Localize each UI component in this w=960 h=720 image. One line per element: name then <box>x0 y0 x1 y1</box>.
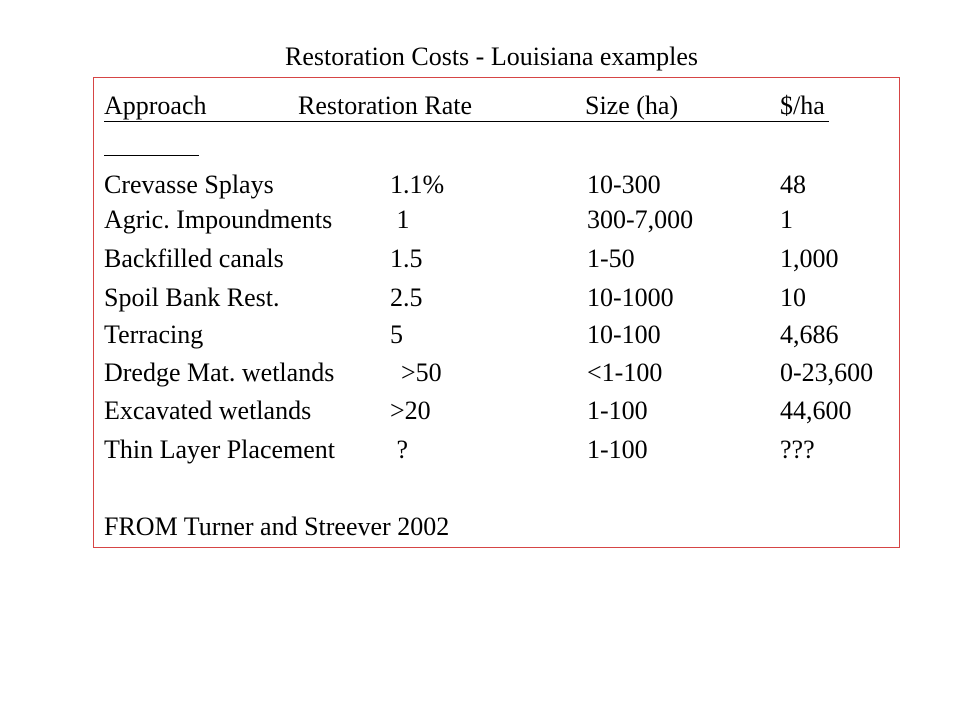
row-1-size: 10-300 <box>587 170 661 199</box>
header-rule <box>104 155 199 156</box>
row-3-rate: 1.5 <box>390 244 423 273</box>
header-cost-per-ha: $/ha <box>780 91 825 120</box>
row-7-cost: 44,600 <box>780 396 852 425</box>
row-6-rate: >50 <box>401 358 442 387</box>
source-citation: FROM Turner and Streever 2002 <box>104 512 450 541</box>
row-1-cost: 48 <box>780 170 806 199</box>
row-2-rate: 1 <box>390 205 410 234</box>
row-2-cost: 1 <box>780 205 793 234</box>
row-1-rate: 1.1% <box>390 170 445 199</box>
row-6-cost: 0-23,600 <box>780 358 874 387</box>
row-2-size: 300-7,000 <box>587 205 694 234</box>
row-8-cost: ??? <box>780 435 815 464</box>
row-4-approach: Spoil Bank Rest. <box>104 283 280 312</box>
row-6-size: <1-100 <box>587 358 663 387</box>
row-7-rate: >20 <box>390 396 431 425</box>
row-5-cost: 4,686 <box>780 320 839 349</box>
row-4-size: 10-1000 <box>587 283 674 312</box>
row-5-rate: 5 <box>390 320 403 349</box>
row-5-size: 10-100 <box>587 320 661 349</box>
row-5-approach: Terracing <box>104 320 204 349</box>
row-2-approach: Agric. Impoundments <box>104 205 333 234</box>
row-3-approach: Backfilled canals <box>104 244 284 273</box>
row-8-size: 1-100 <box>587 435 648 464</box>
header-approach: Approach <box>104 91 207 120</box>
row-8-rate: ? <box>390 435 409 464</box>
row-6-approach: Dredge Mat. wetlands <box>104 358 335 387</box>
row-8-approach: Thin Layer Placement <box>104 435 336 464</box>
header-size: Size (ha) <box>585 91 679 120</box>
row-4-cost: 10 <box>780 283 806 312</box>
row-7-size: 1-100 <box>587 396 648 425</box>
row-1-approach: Crevasse Splays <box>104 170 274 199</box>
row-4-rate: 2.5 <box>390 283 423 312</box>
slide-title: Restoration Costs - Louisiana examples <box>285 42 699 71</box>
row-7-approach: Excavated wetlands <box>104 396 312 425</box>
header-underline <box>104 121 829 122</box>
row-3-cost: 1,000 <box>780 244 839 273</box>
row-3-size: 1-50 <box>587 244 635 273</box>
header-restoration-rate: Restoration Rate <box>298 91 473 120</box>
